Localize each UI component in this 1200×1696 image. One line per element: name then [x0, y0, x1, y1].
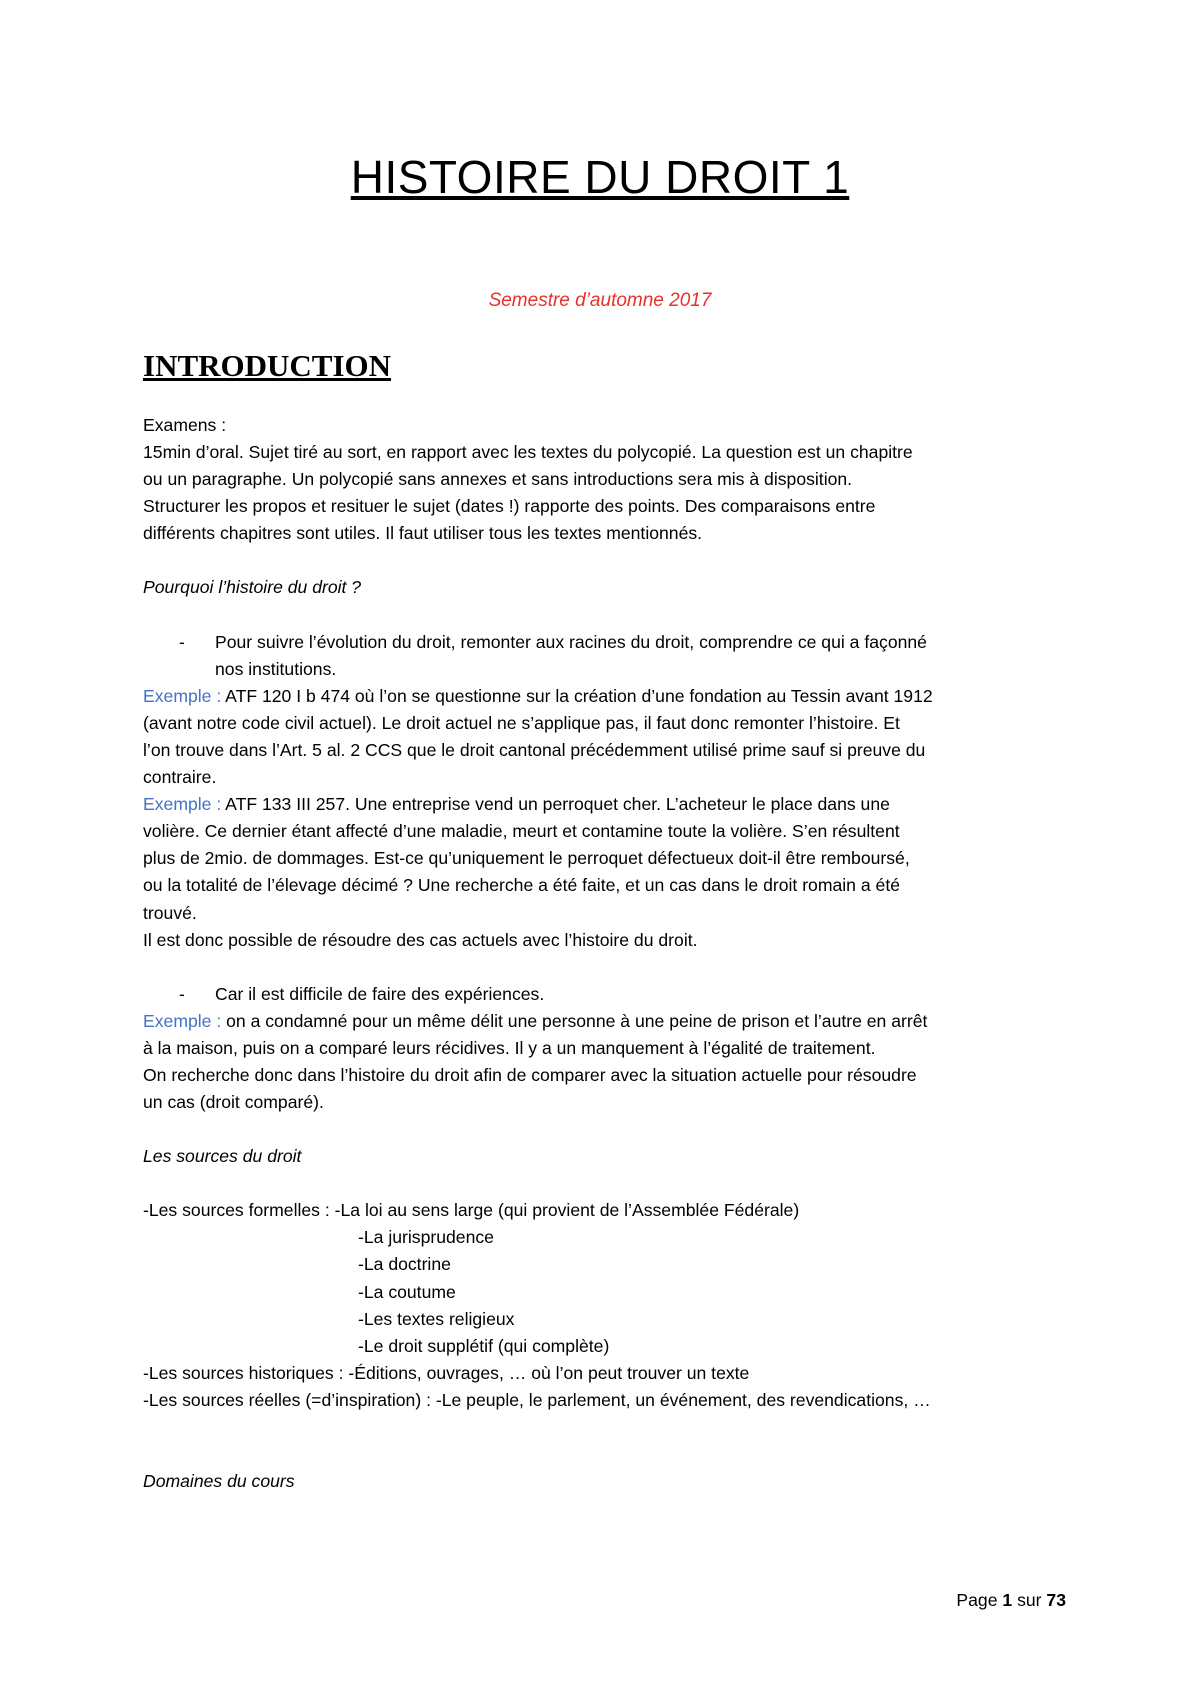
example-paragraph — [143, 683, 1073, 710]
domains-heading: Domaines du cours — [143, 1471, 295, 1491]
sources-formal-item: -La jurisprudence — [358, 1227, 494, 1248]
sources-historical: -Les sources historiques : -Éditions, ouvrages, … où l’on peut trouver un texte — [143, 1362, 750, 1383]
example-line: volière. Ce dernier étant affecté d’une maladie, meurt et contamine toute la volière. S’en résultent — [143, 821, 900, 842]
bullet-dash: - — [179, 631, 185, 652]
sources-formal — [143, 1197, 1073, 1224]
bullet-line: Pour suivre l’évolution du droit, remonter aux racines du droit, comprendre ce qui a façonné — [215, 631, 927, 652]
example-line: plus de 2mio. de dommages. Est-ce qu’uniquement le perroquet défectueux doit-il être remboursé, — [143, 848, 910, 869]
example-line: à la maison, puis on a comparé leurs récidives. Il y a un manquement à l’égalité de traitement. — [143, 1037, 876, 1058]
document-body — [143, 412, 1073, 1495]
sources-formal-label: -Les sources formelles : — [143, 1200, 335, 1221]
example-label: Exemple : — [143, 794, 222, 815]
sources-formal-item: -Le droit supplétif (qui complète) — [358, 1335, 610, 1356]
document-subtitle: Semestre d’automne 2017 — [488, 290, 712, 311]
example-line: trouvé. — [143, 902, 197, 923]
bullet-line: Car il est difficile de faire des expériences. — [215, 983, 545, 1004]
exams-heading: Examens : — [143, 415, 227, 435]
why-heading: Pourquoi l’histoire du droit ? — [143, 577, 362, 598]
sources-formal-item: -La loi au sens large (qui provient de l’Assemblée Fédérale) — [334, 1200, 800, 1221]
example-paragraph — [143, 791, 1073, 818]
sources-formal-item: -La doctrine — [358, 1254, 451, 1275]
example-line: Il est donc possible de résoudre des cas actuels avec l’histoire du droit. — [143, 929, 698, 950]
example-paragraph — [143, 1008, 1073, 1035]
bullet-line: nos institutions. — [215, 658, 337, 679]
bullet-item — [143, 981, 1073, 1008]
section-title-introduction: INTRODUCTION — [143, 348, 392, 383]
sources-formal-item: -Les textes religieux — [358, 1308, 515, 1329]
example-line: ou la totalité de l’élevage décimé ? Une recherche a été faite, et un cas dans le droit romain a été — [143, 875, 900, 896]
example-line: On recherche donc dans l’histoire du droit afin de comparer avec la situation actuelle pour résoudre — [143, 1064, 917, 1085]
example-text: ATF 133 III 257. Une entreprise vend un perroquet cher. L’acheteur le place dans une — [221, 794, 890, 815]
exams-line: Structurer les propos et resituer le sujet (dates !) rapporte des points. Des comparaisons entre — [143, 496, 876, 517]
bullet-item — [143, 629, 1073, 683]
sources-formal-list — [143, 1224, 1073, 1359]
footer-of-word: sur — [1017, 1590, 1042, 1610]
example-text: on a condamné pour un même délit une personne à une peine de prison et l’autre en arrêt — [221, 1010, 928, 1031]
example-line: (avant notre code civil actuel). Le droit actuel ne s’applique pas, il faut donc remonter l’histoire. Et — [143, 712, 900, 733]
document-title: HISTOIRE DU DROIT 1 — [350, 151, 850, 203]
bullet-dash: - — [179, 983, 185, 1004]
exams-line: 15min d’oral. Sujet tiré au sort, en rapport avec les textes du polycopié. La question est un chapitre — [143, 442, 913, 463]
example-line: un cas (droit comparé). — [143, 1092, 324, 1113]
footer-total-pages: 73 — [1046, 1590, 1066, 1610]
exams-line: différents chapitres sont utiles. Il faut utiliser tous les textes mentionnés. — [143, 523, 703, 544]
example-text: ATF 120 I b 474 où l’on se questionne sur la création d’une fondation au Tessin avant 1912 — [221, 685, 933, 706]
footer-page-word: Page — [956, 1590, 998, 1610]
sources-formal-item: -La coutume — [358, 1281, 456, 1302]
sources-real: -Les sources réelles (=d’inspiration) : -Le peuple, le parlement, un événement, des revendications, … — [143, 1389, 931, 1410]
exams-line: ou un paragraphe. Un polycopié sans annexes et sans introductions sera mis à disposition. — [143, 469, 853, 490]
page-footer — [956, 1590, 1066, 1611]
footer-page-number: 1 — [1002, 1590, 1013, 1610]
example-label: Exemple : — [143, 685, 222, 706]
sources-heading: Les sources du droit — [143, 1146, 302, 1167]
example-label: Exemple : — [143, 1010, 222, 1031]
example-line: contraire. — [143, 767, 217, 788]
example-line: l’on trouve dans l’Art. 5 al. 2 CCS que le droit cantonal précédemment utilisé prime sauf si preuve du — [143, 739, 926, 760]
